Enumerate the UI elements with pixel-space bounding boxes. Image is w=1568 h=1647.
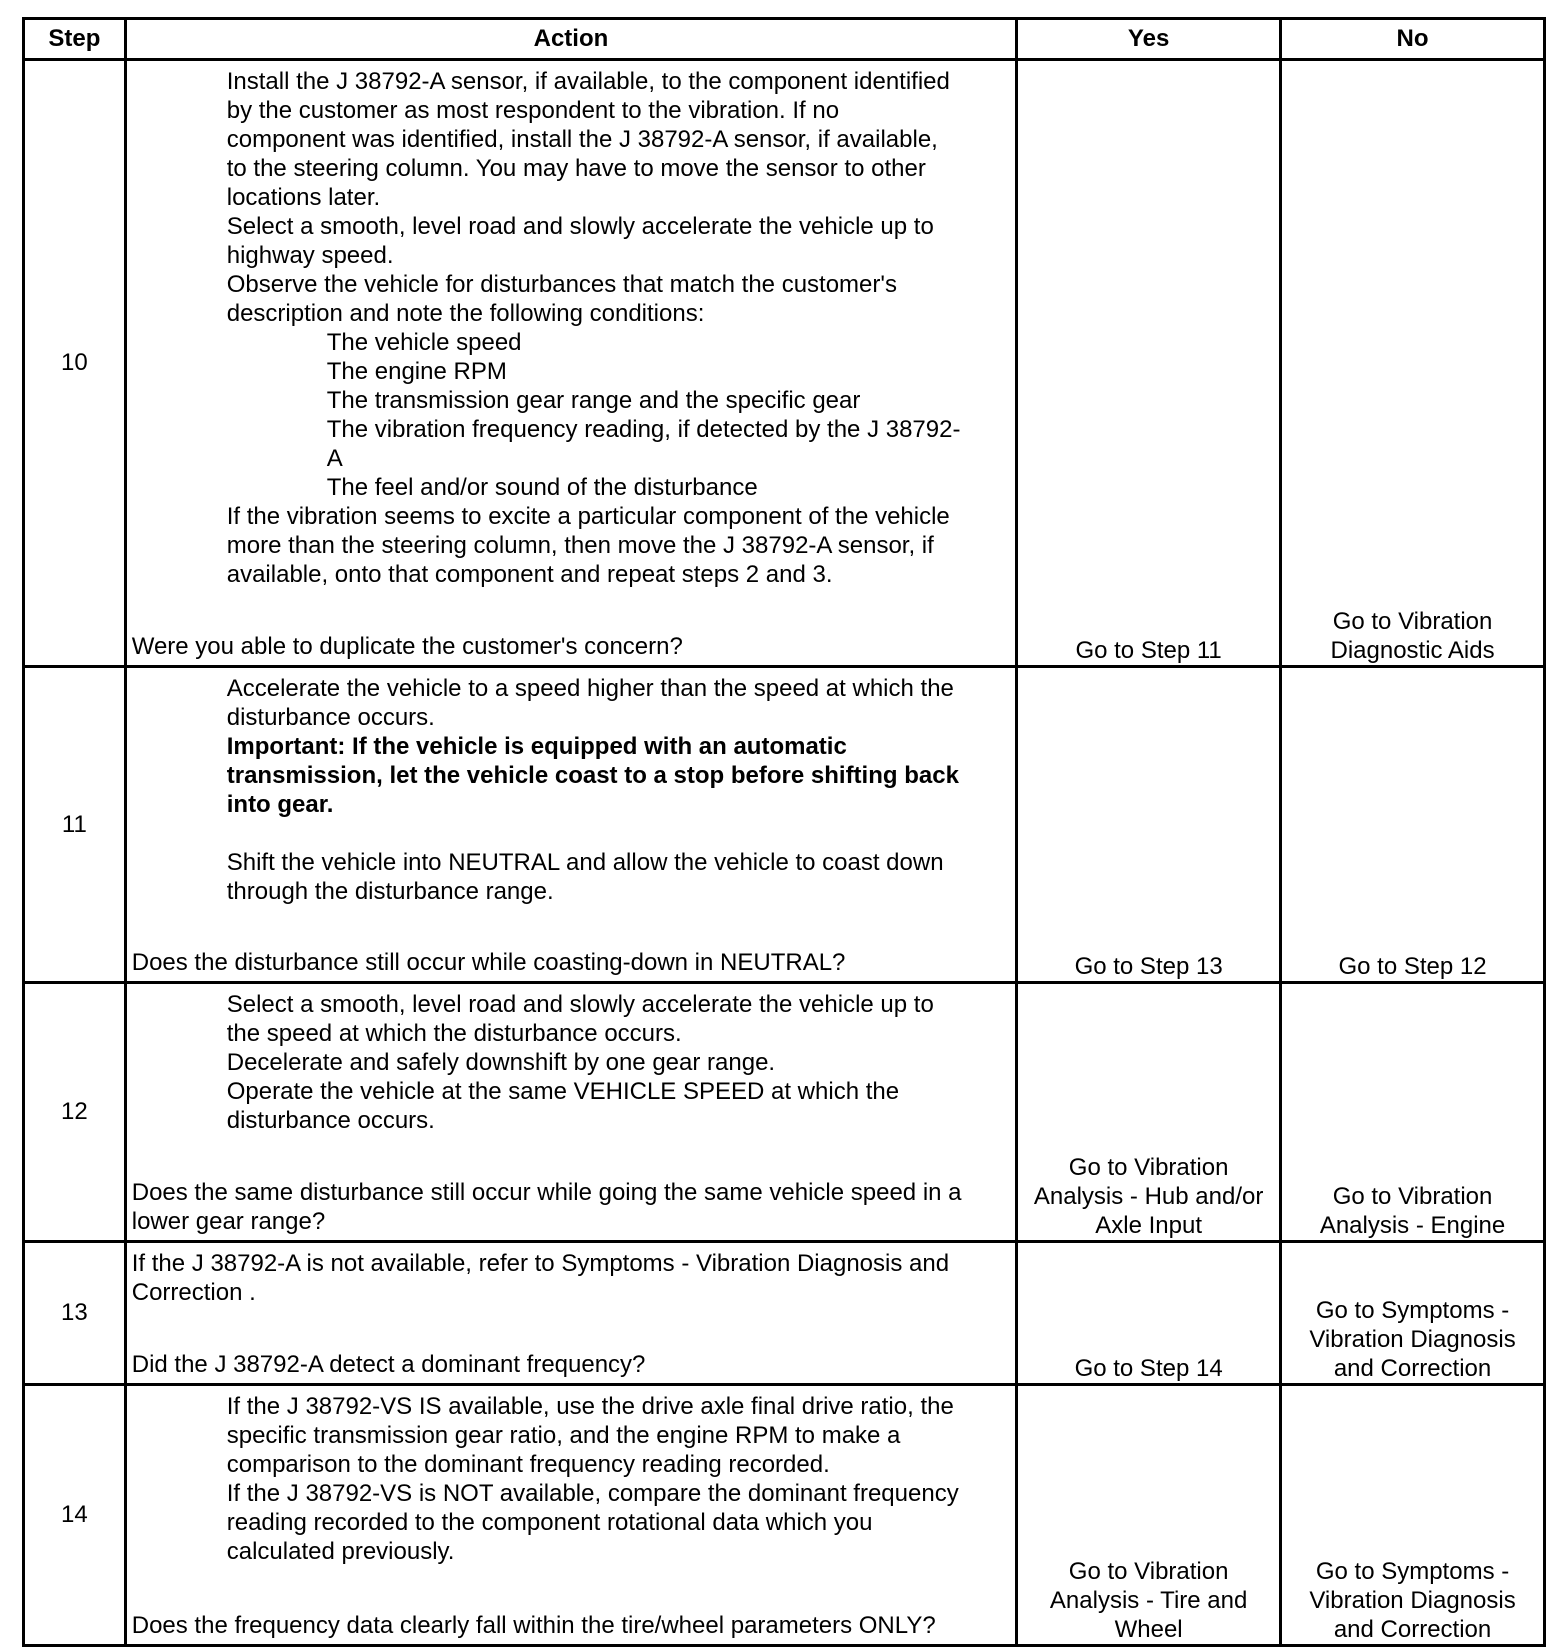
action-line: specific transmission gear ratio, and the engine RPM to make a (226, 1422, 901, 1449)
action-line: If the vibration seems to excite a particular component of the vehicle (226, 503, 950, 530)
action-line: description and note the following conditions: (226, 300, 705, 327)
action-line: component was identified, install the J 38792-A sensor, if available, (226, 126, 938, 153)
no-result-line: Go to Step 12 (1338, 953, 1487, 980)
no-result-line: Go to Symptoms - (1315, 1297, 1510, 1324)
yes-result-line: Axle Input (1095, 1212, 1202, 1239)
no-result (1281, 60, 1545, 667)
important-note: transmission, let the vehicle coast to a stop before shifting back (226, 762, 959, 789)
action-cell (125, 1385, 1016, 1646)
action-question (132, 1611, 1009, 1640)
action-line: If the J 38792-A is not available, refer to Symptoms - Vibration Diagnosis and (131, 1250, 950, 1277)
action-line: Select a smooth, level road and slowly accelerate the vehicle up to (226, 991, 934, 1018)
header-action: Action (125, 19, 1016, 60)
yes-result (1017, 983, 1281, 1242)
action-line: Observe the vehicle for disturbances that match the customer's (226, 271, 897, 298)
action-line: Correction . (131, 1279, 256, 1306)
question-line: Does the same disturbance still occur while going the same vehicle speed in a (131, 1179, 962, 1206)
action-line: reading recorded to the component rotational data which you (226, 1509, 873, 1536)
no-result-line: Go to Vibration (1332, 608, 1493, 635)
important-note: into gear. (226, 791, 334, 818)
action-line: comparison to the dominant frequency reading recorded. (226, 1451, 830, 1478)
step-number: 10 (24, 60, 126, 667)
action-line: Accelerate the vehicle to a speed higher than the speed at which the (226, 675, 954, 702)
header-step: Step (24, 19, 126, 60)
yes-result (1017, 1242, 1281, 1385)
important-note: Important: If the vehicle is equipped with an automatic (226, 733, 847, 760)
table-row (24, 60, 1545, 667)
header-yes: Yes (1017, 19, 1281, 60)
action-line: Shift the vehicle into NEUTRAL and allow the vehicle to coast down (226, 849, 944, 876)
action-text (127, 1386, 1015, 1566)
action-cell (125, 1242, 1016, 1385)
step-number: 11 (24, 667, 126, 983)
action-line: the speed at which the disturbance occurs. (226, 1020, 682, 1047)
condition-item: A (326, 445, 343, 472)
diagnostic-document (22, 17, 1546, 1647)
yes-result-line: Analysis - Hub and/or (1033, 1183, 1264, 1210)
action-line: highway speed. (226, 242, 394, 269)
action-question (132, 1350, 1009, 1379)
table-row (24, 983, 1545, 1242)
no-result-line: Diagnostic Aids (1330, 637, 1495, 664)
yes-result-line: Go to Vibration (1068, 1154, 1229, 1181)
action-line: by the customer as most respondent to the vibration. If no (226, 97, 840, 124)
yes-result-line: Wheel (1114, 1616, 1183, 1643)
table-row (24, 1242, 1545, 1385)
yes-result (1017, 60, 1281, 667)
no-result-line: Analysis - Engine (1319, 1212, 1506, 1239)
no-result (1281, 983, 1545, 1242)
yes-result-line: Go to Vibration (1068, 1558, 1229, 1585)
action-cell (125, 983, 1016, 1242)
header-row (24, 19, 1545, 60)
action-line: disturbance occurs. (226, 704, 435, 731)
action-line: disturbance occurs. (226, 1107, 435, 1134)
condition-item: The vehicle speed (326, 329, 522, 356)
no-result-line: Go to Vibration (1332, 1183, 1493, 1210)
question-line: lower gear range? (131, 1208, 326, 1235)
action-line: locations later. (226, 184, 381, 211)
no-result (1281, 1385, 1545, 1646)
yes-result-line: Go to Step 13 (1074, 953, 1223, 980)
question-line: Does the frequency data clearly fall within the tire/wheel parameters ONLY? (131, 1612, 936, 1639)
action-text (127, 984, 1015, 1135)
action-cell (125, 667, 1016, 983)
action-cell (125, 60, 1016, 667)
action-line: Install the J 38792-A sensor, if available, to the component identified (226, 68, 950, 95)
condition-item: The feel and/or sound of the disturbance (326, 474, 758, 501)
yes-result-line: Go to Step 14 (1074, 1355, 1223, 1382)
action-line: If the J 38792-VS IS available, use the drive axle final drive ratio, the (226, 1393, 954, 1420)
yes-result (1017, 1385, 1281, 1646)
no-result (1281, 1242, 1545, 1385)
action-question (132, 948, 1009, 977)
step-number: 12 (24, 983, 126, 1242)
action-question (132, 632, 1009, 661)
diagnostic-table (22, 17, 1546, 1647)
no-result-line: Go to Symptoms - (1315, 1558, 1510, 1585)
action-line: calculated previously. (226, 1538, 455, 1565)
action-line: If the J 38792-VS is NOT available, compare the dominant frequency (226, 1480, 959, 1507)
action-line: more than the steering column, then move the J 38792-A sensor, if (226, 532, 934, 559)
no-result (1281, 667, 1545, 983)
action-line: Select a smooth, level road and slowly accelerate the vehicle up to (226, 213, 934, 240)
no-result-line: Vibration Diagnosis (1309, 1326, 1516, 1353)
action-line: available, onto that component and repeat steps 2 and 3. (226, 561, 833, 588)
action-text (127, 61, 1015, 589)
no-result-line: and Correction (1333, 1355, 1492, 1382)
yes-result-line: Analysis - Tire and (1049, 1587, 1248, 1614)
condition-item: The transmission gear range and the specific gear (326, 387, 861, 414)
table-row (24, 1385, 1545, 1646)
step-number: 13 (24, 1242, 126, 1385)
no-result-line: Vibration Diagnosis (1309, 1587, 1516, 1614)
question-line: Does the disturbance still occur while coasting-down in NEUTRAL? (131, 949, 846, 976)
action-text (127, 1243, 1015, 1307)
action-line: Operate the vehicle at the same VEHICLE SPEED at which the (226, 1078, 900, 1105)
yes-result-line: Go to Step 11 (1075, 637, 1222, 664)
action-line: through the disturbance range. (226, 878, 554, 905)
action-line: Decelerate and safely downshift by one gear range. (226, 1049, 776, 1076)
yes-result (1017, 667, 1281, 983)
header-no: No (1281, 19, 1545, 60)
table-row (24, 667, 1545, 983)
no-result-line: and Correction (1333, 1616, 1492, 1643)
question-line: Did the J 38792-A detect a dominant frequency? (131, 1351, 646, 1378)
action-question (132, 1178, 1009, 1236)
question-line: Were you able to duplicate the customer's concern? (131, 633, 683, 660)
step-number: 14 (24, 1385, 126, 1646)
action-line: to the steering column. You may have to move the sensor to other (226, 155, 926, 182)
condition-item: The vibration frequency reading, if detected by the J 38792- (326, 416, 961, 443)
action-text (127, 668, 1015, 906)
condition-item: The engine RPM (326, 358, 507, 385)
